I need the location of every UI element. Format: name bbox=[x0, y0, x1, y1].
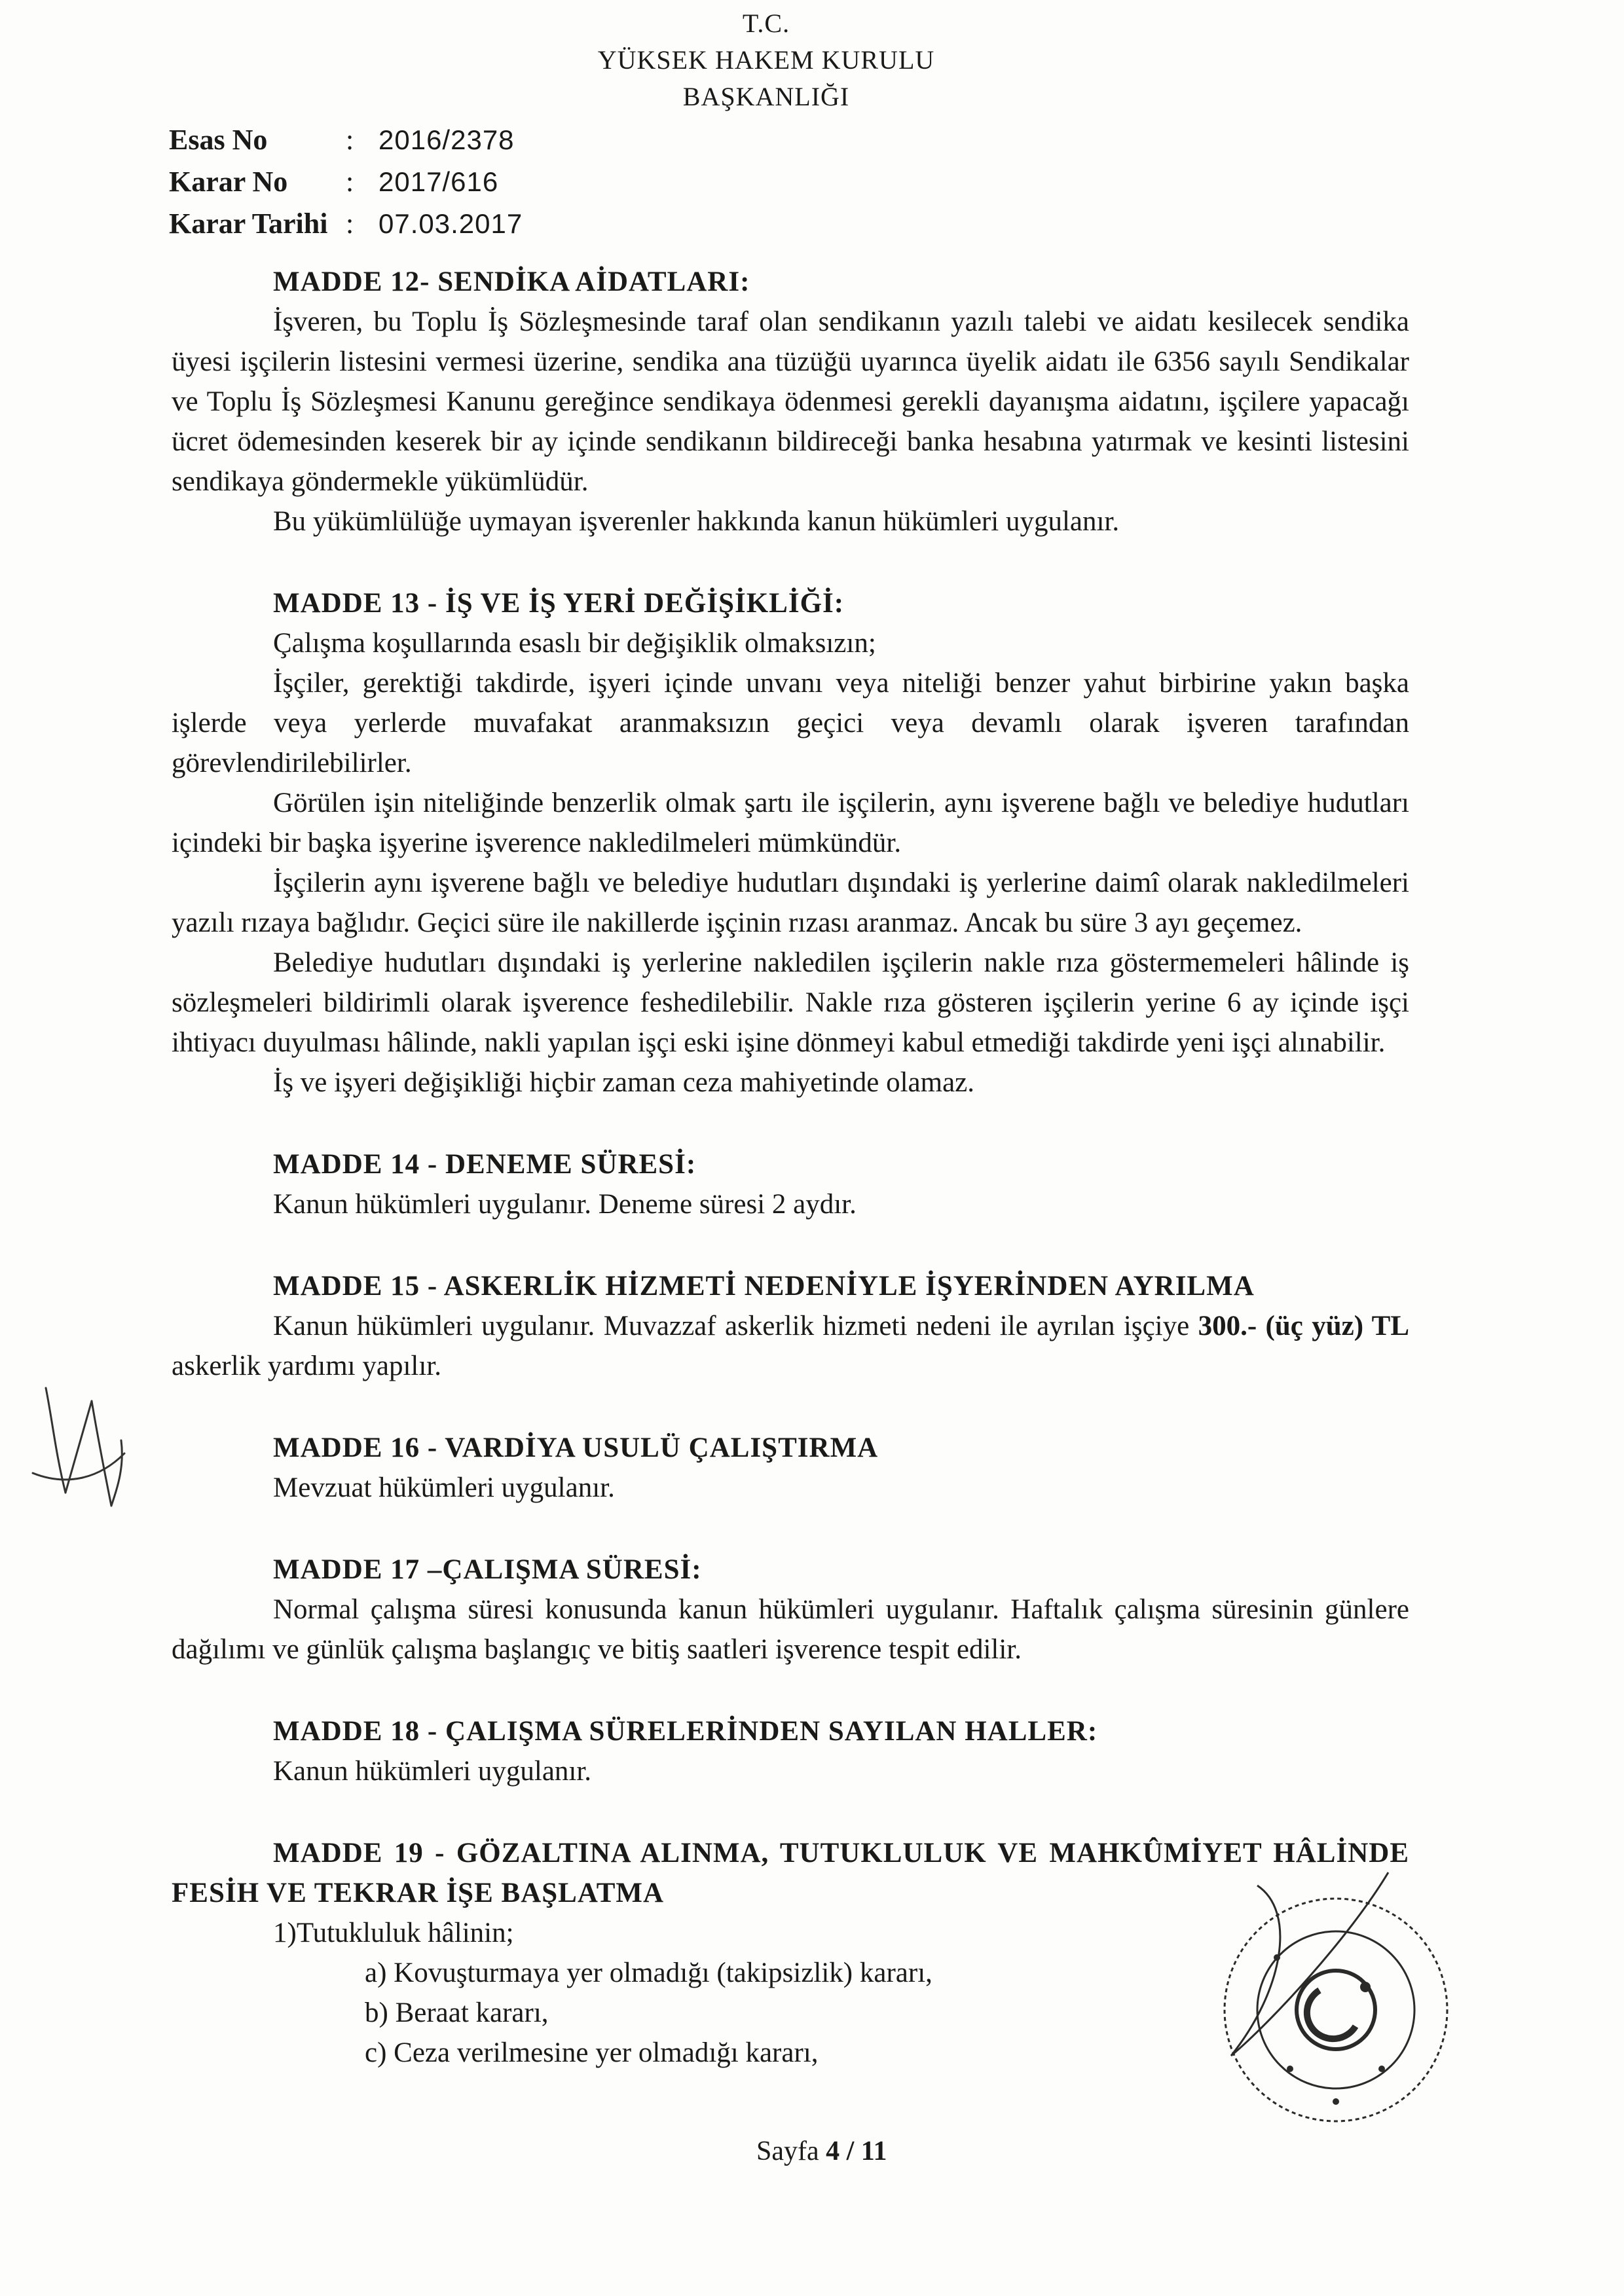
header-institution: YÜKSEK HAKEM KURULU bbox=[597, 45, 935, 75]
initials-signature-icon bbox=[26, 1375, 144, 1532]
meta-row-karar: Karar No : 2017/616 bbox=[169, 161, 523, 203]
article-16-paragraph: Mevzuat hükümleri uygulanır. bbox=[273, 1472, 615, 1503]
article-14-paragraph: Kanun hükümleri uygulanır. Deneme süresi 2 aydır. bbox=[273, 1189, 857, 1220]
article-13-title: MADDE 13 - İŞ VE İŞ YERİ DEĞİŞİKLİĞİ: bbox=[273, 588, 845, 619]
article-13-paragraph: Çalışma koşullarında esaslı bir değişiklik olmaksızın; bbox=[273, 628, 876, 659]
meta-label: Karar No bbox=[169, 166, 288, 198]
article-19-item: a) Kovuşturmaya yer olmadığı (takipsizlik) kararı, bbox=[365, 1958, 932, 1988]
case-meta bbox=[169, 119, 523, 245]
article-19-paragraph: 1)Tutukluluk hâlinin; bbox=[273, 1918, 514, 1948]
document-header bbox=[550, 5, 982, 115]
official-seal-icon bbox=[1192, 1859, 1480, 2147]
meta-label: Karar Tarihi bbox=[169, 208, 328, 240]
article-13-paragraph: Görülen işin niteliğinde benzerlik olmak şartı ile işçilerin, aynı işverene bağlı ve belediye hudutları içindeki bir başka işyerine işverence nakledilmeleri mümkündür. bbox=[172, 788, 1409, 858]
article-17-paragraph: Normal çalışma süresi konusunda kanun hükümleri uygulanır. Haftalık çalışma süresinin günlere dağılımı ve günlük çalışma başlangıç ve bitiş saatleri işverence tespit edilir. bbox=[172, 1594, 1409, 1665]
header-department: BAŞKANLIĞI bbox=[682, 82, 850, 111]
meta-row-esas: Esas No : 2016/2378 bbox=[169, 119, 523, 161]
meta-value: 07.03.2017 bbox=[378, 208, 523, 239]
article-15-title: MADDE 15 - ASKERLİK HİZMETİ NEDENİYLE İŞYERİNDEN AYRILMA bbox=[273, 1271, 1255, 1302]
article-17-title: MADDE 17 –ÇALIŞMA SÜRESİ: bbox=[273, 1554, 702, 1585]
article-15-paragraph bbox=[172, 1306, 1409, 1386]
meta-label: Esas No bbox=[169, 124, 268, 156]
article-14-title: MADDE 14 - DENEME SÜRESİ: bbox=[273, 1149, 697, 1180]
meta-row-tarih: Karar Tarihi : 07.03.2017 bbox=[169, 203, 523, 245]
article-13-paragraph: İş ve işyeri değişikliği hiçbir zaman ceza mahiyetinde olamaz. bbox=[273, 1067, 975, 1098]
article-12-title: MADDE 12- SENDİKA AİDATLARI: bbox=[273, 266, 750, 297]
article-12-paragraph: Bu yükümlülüğe uymayan işverenler hakkında kanun hükümleri uygulanır. bbox=[273, 506, 1120, 537]
page-prefix: Sayfa bbox=[756, 2136, 826, 2166]
article-13-paragraph: Belediye hudutları dışındaki iş yerlerine nakledilen işçilerin nakle rıza göstermemeleri hâlinde iş sözleşmeleri bildirimli olarak işverence feshedilebilir. Nakle rıza gösteren işçilerin yerine 6 ay içinde işçi ihtiyacı duyulması hâlinde, nakli yapılan işçi eski işine dönmeyi kabul etmediği takdirde yeni işçi alınabilir. bbox=[172, 947, 1409, 1058]
article-18-title: MADDE 18 - ÇALIŞMA SÜRELERİNDEN SAYILAN HALLER: bbox=[273, 1716, 1098, 1747]
article-15-text: Kanun hükümleri uygulanır. Muvazzaf askerlik hizmeti nedeni ile ayrılan işçiye bbox=[273, 1311, 1198, 1341]
article-18-paragraph: Kanun hükümleri uygulanır. bbox=[273, 1756, 592, 1787]
article-19-item: b) Beraat kararı, bbox=[365, 1997, 549, 2028]
document-body bbox=[172, 262, 1409, 2073]
meta-value: 2017/616 bbox=[378, 166, 499, 197]
article-19-title: MADDE 19 - GÖZALTINA ALINMA, TUTUKLULUK VE MAHKÛMİYET HÂLİNDE FESİH VE TEKRAR İŞE BAŞLATMA bbox=[172, 1838, 1409, 1908]
article-16-title: MADDE 16 - VARDİYA USULÜ ÇALIŞTIRMA bbox=[273, 1432, 879, 1463]
article-13-paragraph: İşçilerin aynı işverene bağlı ve belediye hudutları dışındaki iş yerlerine daimî olarak nakledilmeleri yazılı rızaya bağlıdır. Geçici süre ile nakillerde işçinin rızası aranmaz. Ancak bu süre 3 ayı geçemez. bbox=[172, 867, 1409, 938]
article-15-text-end: askerlik yardımı yapılır. bbox=[172, 1351, 441, 1381]
header-tc: T.C. bbox=[742, 9, 790, 38]
article-12-paragraph: İşveren, bu Toplu İş Sözleşmesinde taraf olan sendikanın yazılı talebi ve aidatı kesilecek sendika üyesi işçilerin listesini vermesi üzerine, sendika ana tüzüğü uyarınca üyelik aidatı ile 6356 sayılı Sendikalar ve Toplu İş Sözleşmesi Kanunu gereğince sendikaya ödenmesi gerekli dayanışma aidatını, işçilere yapacağı ücret ödemesinden keserek bir ay içinde sendikanın bildireceği banka hesabına yatırmak ve kesinti listesini sendikaya göndermekle yükümlüdür. bbox=[172, 306, 1409, 497]
page-number bbox=[756, 2136, 887, 2167]
page-count: 4 / 11 bbox=[826, 2136, 887, 2166]
article-13-paragraph: İşçiler, gerektiği takdirde, işyeri içinde unvanı veya niteliği benzer yahut birbirine yakın başka işlerde veya yerlerde muvafakat aranmaksızın geçici veya devamlı olarak işveren tarafından görevlendirilebilirler. bbox=[172, 668, 1409, 778]
article-15-amount: 300.- (üç yüz) TL bbox=[1198, 1311, 1409, 1341]
meta-value: 2016/2378 bbox=[378, 124, 515, 155]
article-19-item: c) Ceza verilmesine yer olmadığı kararı, bbox=[365, 2037, 819, 2068]
